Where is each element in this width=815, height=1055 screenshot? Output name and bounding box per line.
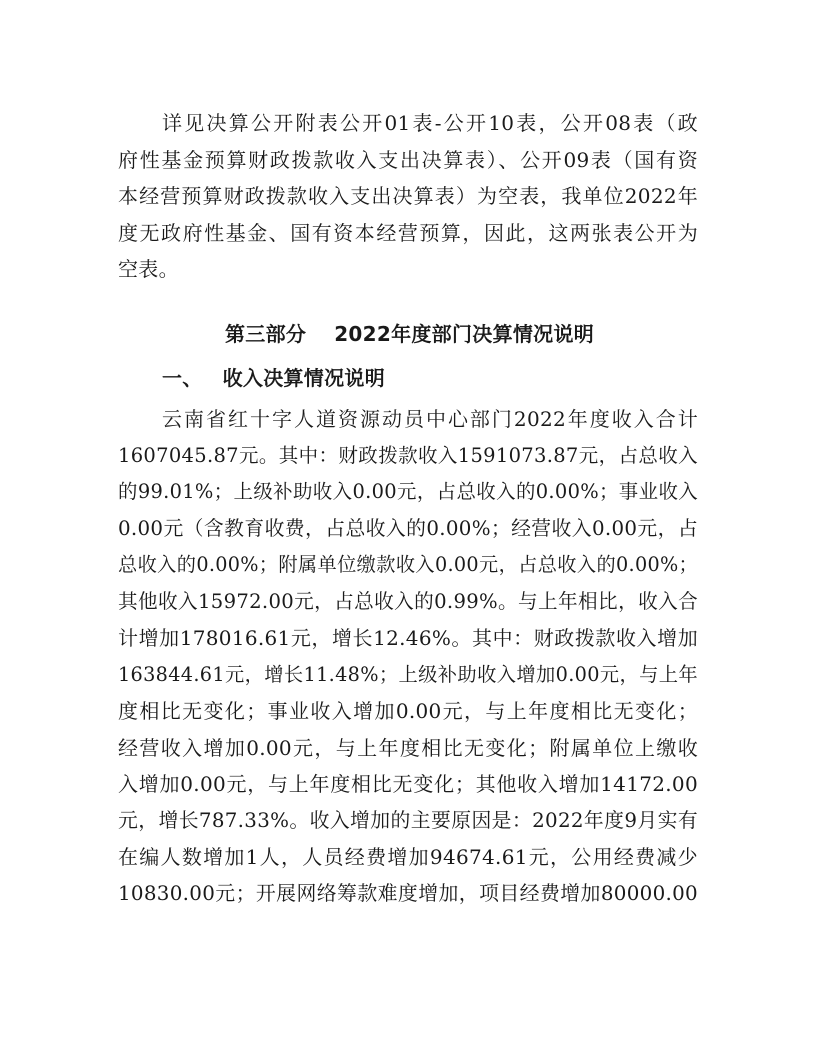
text-line: 详见决算公开附表公开01表-公开10表，公开08表（政 bbox=[162, 111, 698, 135]
text-line: 府性基金预算财政拨款收入支出决算表）、公开09表（国有资 bbox=[118, 147, 698, 172]
text-line: 1607045.87元。其中：财政拨款收入1591073.87元，占总收入 bbox=[118, 443, 698, 467]
text-line: 其他收入15972.00元，占总收入的0.99%。与上年相比，收入合 bbox=[118, 589, 698, 613]
text-line: 163844.61元，增长11.48%；上级补助收入增加0.00元，与上年 bbox=[118, 662, 698, 686]
part-label: 第三部分 bbox=[225, 322, 307, 346]
text-line: 总收入的0.00%；附属单位缴款收入0.00元，占总收入的0.00%； bbox=[118, 553, 698, 576]
part-title-text: 2022年度部门决算情况说明 bbox=[334, 322, 595, 346]
text-line: 云南省红十字人道资源动员中心部门2022年度收入合计 bbox=[162, 407, 698, 431]
paragraph-table-notes bbox=[118, 105, 698, 288]
text-line: 在编人数增加1人，人员经费增加94674.61元，公用经费减少 bbox=[118, 845, 698, 869]
text-line: 0.00元（含教育收费，占总收入的0.00%；经营收入0.00元，占 bbox=[118, 516, 698, 540]
paragraph-income-description bbox=[118, 401, 698, 912]
text-line: 空表。 bbox=[118, 257, 179, 281]
text-line: 入增加0.00元，与上年度相比无变化；其他收入增加14172.00 bbox=[118, 772, 698, 796]
text-line: 10830.00元；开展网络筹款难度增加，项目经费增加80000.00 bbox=[118, 881, 698, 905]
text-line: 计增加178016.61元，增长12.46%。其中：财政拨款收入增加 bbox=[118, 626, 698, 650]
section-number: 一、 bbox=[162, 366, 203, 390]
text-line: 度相比无变化；事业收入增加0.00元，与上年度相比无变化； bbox=[118, 699, 698, 723]
text-line: 度无政府性基金、国有资本经营预算，因此，这两张表公开为 bbox=[118, 220, 698, 245]
section-heading bbox=[162, 362, 385, 391]
text-line: 的99.01%；上级补助收入0.00元，占总收入的0.00%；事业收入 bbox=[118, 480, 698, 503]
text-line: 经营收入增加0.00元，与上年度相比无变化；附属单位上缴收 bbox=[118, 735, 698, 760]
part-heading bbox=[225, 318, 594, 347]
section-title-text: 收入决算情况说明 bbox=[222, 366, 386, 390]
text-line: 本经营预算财政拨款收入支出决算表）为空表，我单位2022年 bbox=[118, 184, 698, 208]
text-line: 元，增长787.33%。收入增加的主要原因是：2022年度9月实有 bbox=[118, 808, 698, 832]
